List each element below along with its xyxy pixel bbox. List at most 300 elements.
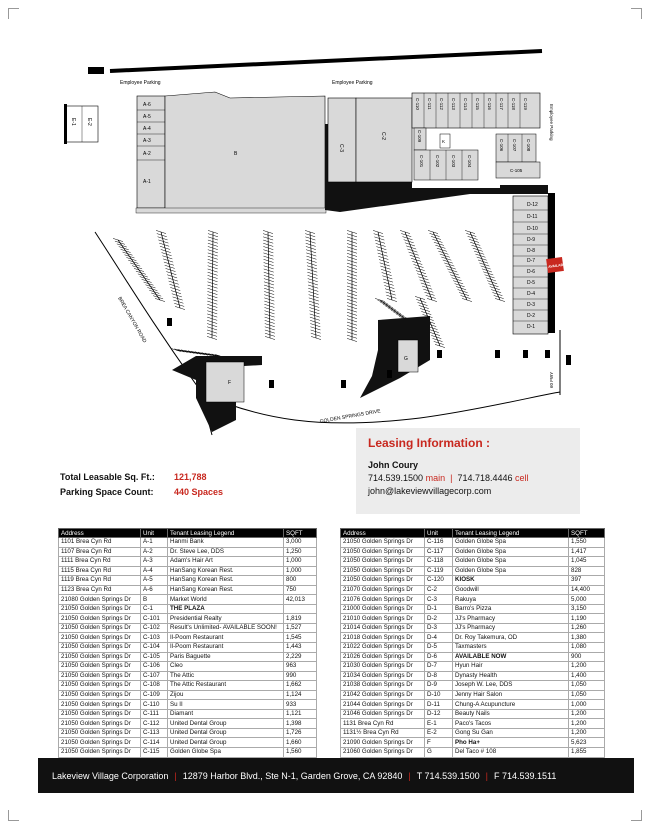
parking-stall	[406, 246, 416, 249]
cell-address: 21022 Golden Springs Dr	[341, 643, 425, 653]
cell-sqft: 900	[569, 652, 605, 662]
parking-stall	[473, 248, 483, 251]
unit-c107: C-107	[512, 139, 517, 152]
parking-stall	[411, 258, 421, 261]
cell-tenant: Zijou	[168, 690, 284, 700]
leasing-title: Leasing Information :	[368, 436, 491, 450]
parking-stall	[474, 251, 484, 254]
cell-tenant: Goodwill	[453, 585, 569, 595]
stat-sqft	[60, 472, 207, 482]
parking-stall	[453, 281, 463, 284]
parking-stall	[113, 238, 123, 241]
cell-sqft: 933	[284, 700, 317, 710]
building-c2	[356, 98, 412, 182]
parking-stall	[420, 308, 430, 311]
parking-stall	[409, 252, 419, 255]
parking-stall	[495, 298, 505, 301]
parking-stall	[458, 290, 468, 293]
cell-address: 1123 Brea Cyn Rd	[59, 585, 141, 595]
tenant-table-right	[340, 528, 605, 758]
table-row	[341, 633, 605, 643]
cell-tenant: AVAILABLE NOW	[453, 652, 569, 662]
cell-unit: D-9	[425, 681, 453, 691]
unit-a6: A-6	[143, 102, 151, 108]
cell-address: 21050 Golden Springs Dr	[59, 662, 141, 672]
cell-sqft: 1,380	[569, 633, 605, 643]
parking-stall	[130, 263, 140, 266]
unit-c109: C-109	[417, 130, 422, 143]
cell-unit: D-1	[425, 604, 453, 614]
parking-stall	[149, 290, 159, 293]
table-row	[59, 576, 317, 586]
unit-e1: E-1	[70, 118, 76, 126]
parking-stall	[485, 275, 495, 278]
cell-address: 21050 Golden Springs Dr	[59, 652, 141, 662]
table-row	[59, 643, 317, 653]
north-boundary	[110, 51, 542, 71]
cell-unit: E-2	[425, 728, 453, 738]
parking-stall	[421, 311, 431, 314]
parking-rows	[113, 230, 505, 357]
cell-tenant: Dr. Roy Takemura, OD	[453, 633, 569, 643]
parking-stall	[452, 278, 462, 281]
cell-address: 21050 Golden Springs Dr	[59, 604, 141, 614]
table-header-row	[341, 529, 605, 538]
cell-unit: C-105	[141, 652, 168, 662]
parking-stall	[449, 272, 459, 275]
brea-canyon-road-edge	[95, 232, 212, 435]
cell-address: 21050 Golden Springs Dr	[59, 633, 141, 643]
cell-tenant: Del Taco # 108	[453, 748, 569, 758]
cell-address: 21050 Golden Springs Dr	[59, 748, 141, 758]
cell-address: 21042 Golden Springs Dr	[341, 690, 425, 700]
cell-tenant: Golden Globe Spa	[453, 557, 569, 567]
parking-stall	[422, 286, 432, 289]
cell-address: 1131½ Brea Cyn Rd	[341, 728, 425, 738]
cell-tenant: Paris Baguette	[168, 652, 284, 662]
cell-unit: D-7	[425, 662, 453, 672]
cell-sqft: 1,190	[569, 614, 605, 624]
cell-sqft	[284, 604, 317, 614]
parking-stall	[138, 274, 148, 277]
cell-tenant: Rakuya	[453, 595, 569, 605]
cell-tenant: Dr. Steve Lee, DDS	[168, 547, 284, 557]
parking-stall	[119, 247, 129, 250]
table-row	[341, 585, 605, 595]
cell-address: 21050 Golden Springs Dr	[59, 681, 141, 691]
table-row	[59, 614, 317, 624]
parking-stall	[151, 293, 161, 296]
cell-sqft: 1,417	[569, 547, 605, 557]
unit-c111: C-111	[427, 98, 432, 110]
cell-address: 21050 Golden Springs Dr	[59, 728, 141, 738]
stat-sqft-label: Total Leasable Sq. Ft.:	[60, 472, 155, 482]
parking-stall	[431, 335, 441, 338]
label-60-fwy: 60 FWY	[549, 371, 554, 388]
unit-c102: C-102	[435, 155, 440, 168]
unit-a1: A-1	[143, 179, 151, 185]
cell-unit: B	[141, 595, 168, 605]
cell-tenant: United Dental Group	[168, 719, 284, 729]
cell-sqft: 1,000	[569, 700, 605, 710]
table-row	[59, 652, 317, 662]
label-employee-parking-3: Employee Parking	[549, 104, 554, 141]
cell-address: 21050 Golden Springs Dr	[59, 709, 141, 719]
cell-sqft: 1,545	[284, 633, 317, 643]
cell-tenant: Pho Ha+	[453, 738, 569, 748]
parking-stall	[428, 230, 438, 233]
building-g	[360, 316, 430, 398]
cell-unit: D-4	[425, 633, 453, 643]
unit-d8: D-8	[527, 248, 536, 254]
parking-stall	[417, 274, 427, 277]
parking-stall	[482, 269, 492, 272]
cell-address: 21034 Golden Springs Dr	[341, 671, 425, 681]
table-row	[59, 623, 317, 633]
cell-tenant: Hyun Hair	[453, 662, 569, 672]
leasing-phones	[368, 473, 529, 483]
cell-address: 21080 Golden Springs Dr	[59, 595, 141, 605]
parking-stall	[438, 251, 448, 254]
cell-address: 21050 Golden Springs Dr	[59, 700, 141, 710]
parking-stall	[145, 285, 155, 288]
table-row	[341, 538, 605, 548]
parking-stall	[435, 245, 445, 248]
table-row	[341, 595, 605, 605]
unit-c104: C-104	[467, 155, 472, 168]
cell-unit: A-4	[141, 566, 168, 576]
parking-stall	[461, 295, 471, 298]
unit-c116: C-116	[487, 98, 492, 110]
parking-stall	[437, 248, 447, 251]
cell-address: 21030 Golden Springs Dr	[341, 662, 425, 672]
table-row	[341, 728, 605, 738]
crop-mark-bottom-right	[631, 810, 642, 821]
cell-address: 21050 Golden Springs Dr	[59, 719, 141, 729]
parking-stall	[433, 338, 443, 341]
cell-sqft: 1,550	[569, 538, 605, 548]
table-header-row	[59, 529, 317, 538]
parking-stall	[407, 249, 417, 252]
cell-unit: F	[425, 738, 453, 748]
stat-parking-label: Parking Space Count:	[60, 487, 154, 497]
parking-stall	[450, 275, 460, 278]
cell-sqft: 397	[569, 576, 605, 586]
cell-sqft: 1,124	[284, 690, 317, 700]
unit-c119: C-119	[523, 98, 528, 110]
unit-a3: A-3	[143, 138, 151, 144]
col-tenant: Tenant Leasing Legend	[168, 529, 284, 538]
table-row	[59, 604, 317, 614]
cell-tenant: HanSang Korean Rest.	[168, 566, 284, 576]
cell-address: 21050 Golden Springs Dr	[341, 566, 425, 576]
parking-stall	[147, 287, 157, 290]
table-row	[341, 576, 605, 586]
unit-c117: C-117	[499, 98, 504, 110]
cell-tenant: Golden Globe Spa	[453, 538, 569, 548]
cell-unit: D-8	[425, 671, 453, 681]
table-row	[341, 748, 605, 758]
cell-tenant: Barro's Pizza	[453, 604, 569, 614]
unit-a2: A-2	[143, 151, 151, 157]
parking-stall	[142, 279, 152, 282]
table-row	[59, 728, 317, 738]
parking-stall	[410, 255, 420, 258]
unit-f: F	[228, 380, 232, 386]
leasing-cell-phone[interactable]: 714.718.4446	[457, 473, 513, 483]
parking-stall	[446, 266, 456, 269]
parking-stall	[443, 260, 453, 263]
parking-stall	[400, 230, 410, 233]
cell-address: 21050 Golden Springs Dr	[59, 643, 141, 653]
label-employee-parking-1: Employee Parking	[120, 80, 161, 86]
parking-stall	[429, 233, 439, 236]
cell-unit: C-101	[141, 614, 168, 624]
cell-tenant: Golden Globe Spa	[453, 547, 569, 557]
col-address: Address	[59, 529, 141, 538]
parking-stall	[472, 245, 482, 248]
unit-g: G	[404, 356, 408, 362]
footer-phone[interactable]: T 714.539.1500	[416, 770, 480, 781]
parking-stall	[418, 277, 428, 280]
leasing-main-label: main	[425, 473, 446, 483]
parking-stall	[478, 260, 488, 263]
cell-address: 1111 Brea Cyn Rd	[59, 557, 141, 567]
table-row	[59, 671, 317, 681]
parking-stall	[441, 257, 451, 260]
unit-e2: E-2	[86, 118, 92, 126]
unit-d2: D-2	[527, 313, 536, 319]
leasing-cell-label: cell	[515, 473, 529, 483]
unit-d4: D-4	[527, 291, 536, 297]
tenant-table-left	[58, 528, 317, 758]
cell-sqft: 1,050	[569, 690, 605, 700]
parking-stall	[492, 292, 502, 295]
cell-unit: C-106	[141, 662, 168, 672]
parking-stall	[405, 243, 415, 246]
parking-stall	[440, 254, 450, 257]
cell-unit: C-112	[141, 719, 168, 729]
parking-stall	[488, 284, 498, 287]
col-tenant: Tenant Leasing Legend	[453, 529, 569, 538]
cell-sqft: 1,400	[569, 671, 605, 681]
cell-sqft: 1,200	[569, 662, 605, 672]
parking-stall	[117, 244, 127, 247]
cell-unit: C-104	[141, 643, 168, 653]
table-row	[59, 681, 317, 691]
cell-address: 21000 Golden Springs Dr	[341, 604, 425, 614]
cell-address: 1115 Brea Cyn Rd	[59, 566, 141, 576]
cell-address: 21050 Golden Springs Dr	[59, 671, 141, 681]
cell-tenant: JJ's Pharmacy	[453, 614, 569, 624]
table-row	[59, 690, 317, 700]
unit-a4: A-4	[143, 126, 151, 132]
cell-tenant: Cleo	[168, 662, 284, 672]
cell-unit: A-1	[141, 538, 168, 548]
unit-c3: C-3	[338, 144, 344, 153]
cell-sqft: 1,660	[284, 738, 317, 748]
cell-unit: E-1	[425, 719, 453, 729]
col-unit: Unit	[425, 529, 453, 538]
footer-company: Lakeview Village Corporation	[52, 770, 169, 781]
unit-d7: D-7	[527, 258, 536, 264]
cell-address: 21050 Golden Springs Dr	[59, 738, 141, 748]
table-row	[59, 662, 317, 672]
parking-stall	[426, 295, 436, 298]
cell-address: 21018 Golden Springs Dr	[341, 633, 425, 643]
leasing-main-phone[interactable]: 714.539.1500	[368, 473, 424, 483]
parking-stall	[423, 289, 433, 292]
table-row	[59, 709, 317, 719]
parking-stall	[430, 332, 440, 335]
parking-stall	[153, 296, 163, 299]
parking-stall	[402, 237, 412, 240]
cell-sqft: 1,443	[284, 643, 317, 653]
unit-c105: C-105	[510, 168, 523, 173]
footer-address: 12879 Harbor Blvd., Ste N-1, Garden Grove, CA 92840	[182, 770, 403, 781]
parking-stall	[132, 266, 142, 269]
table-row	[341, 566, 605, 576]
table-row	[59, 538, 317, 548]
parking-stall	[470, 242, 480, 245]
cell-unit: C-1	[141, 604, 168, 614]
parking-stall	[123, 252, 133, 255]
parking-stall	[477, 257, 487, 260]
table-row	[59, 557, 317, 567]
cell-tenant: Dynasty Health	[453, 671, 569, 681]
parking-stall	[415, 267, 425, 270]
cell-sqft: 1,250	[284, 547, 317, 557]
building-a	[137, 96, 165, 208]
cell-sqft: 1,260	[569, 623, 605, 633]
cell-unit: G	[425, 748, 453, 758]
unit-c103: C-103	[451, 155, 456, 168]
cell-tenant: The Attic Restaurant	[168, 681, 284, 691]
parking-stall	[412, 261, 422, 264]
unit-c2: C-2	[380, 132, 386, 141]
cell-sqft: 5,000	[569, 595, 605, 605]
cell-unit: D-2	[425, 614, 453, 624]
phone-separator: |	[447, 473, 455, 483]
unit-d6: D-6	[527, 269, 536, 275]
cell-tenant: Market World	[168, 595, 284, 605]
cell-address: 21010 Golden Springs Dr	[341, 614, 425, 624]
cell-address: 21050 Golden Springs Dr	[341, 576, 425, 586]
cell-unit: C-3	[425, 595, 453, 605]
leasing-info-box	[356, 428, 580, 514]
cell-address: 1131 Brea Cyn Rd	[341, 719, 425, 729]
cell-sqft: 828	[569, 566, 605, 576]
footer-fax: F 714.539.1511	[493, 770, 557, 781]
cell-unit: D-5	[425, 643, 453, 653]
cell-unit: C-108	[141, 681, 168, 691]
table-row	[341, 623, 605, 633]
table-row	[59, 748, 317, 758]
cell-tenant: United Dental Group	[168, 728, 284, 738]
unit-c108: C-108	[526, 139, 531, 152]
cell-unit: C-103	[141, 633, 168, 643]
parking-stall	[416, 271, 426, 274]
cell-unit: C-118	[425, 557, 453, 567]
cell-tenant: Joseph W. Lee, DDS	[453, 681, 569, 691]
col-unit: Unit	[141, 529, 168, 538]
table-row	[341, 662, 605, 672]
parking-stall	[115, 241, 125, 244]
cell-unit: A-5	[141, 576, 168, 586]
parking-stall	[418, 302, 428, 305]
parking-row-5	[378, 232, 392, 300]
parking-stall	[434, 242, 444, 245]
parking-stall	[419, 305, 429, 308]
parking-stall	[140, 277, 150, 280]
cell-sqft: 800	[284, 576, 317, 586]
parking-stall	[466, 233, 476, 236]
parking-stall	[462, 298, 472, 301]
cell-tenant: Adam's Hair Art	[168, 557, 284, 567]
cell-address: 21060 Golden Springs Dr	[341, 748, 425, 758]
table-row	[59, 547, 317, 557]
building-c-upper-row	[412, 93, 540, 128]
cell-unit: D-6	[425, 652, 453, 662]
unit-c118: C-118	[511, 98, 516, 110]
cell-unit: C-116	[425, 538, 453, 548]
cell-sqft: 2,229	[284, 652, 317, 662]
cell-sqft: 1,819	[284, 614, 317, 624]
unit-b: B	[234, 151, 238, 157]
building-f	[172, 356, 262, 432]
parking-stall	[134, 268, 144, 271]
cell-sqft: 5,623	[569, 738, 605, 748]
cell-sqft: 990	[284, 671, 317, 681]
leasing-email[interactable]: john@lakeviewvillagecorp.com	[368, 486, 492, 496]
cell-sqft: 3,150	[569, 604, 605, 614]
cell-unit: C-119	[425, 566, 453, 576]
cell-unit: C-111	[141, 709, 168, 719]
cell-unit: D-12	[425, 709, 453, 719]
parking-row-8	[470, 232, 500, 300]
available-now-text: AVAILABLE NOW	[547, 260, 578, 269]
footer-separator: |	[174, 770, 177, 781]
parking-stall	[468, 236, 478, 239]
cell-unit: C-117	[425, 547, 453, 557]
leasing-contact-name: John Coury	[368, 460, 419, 470]
parking-stall	[455, 284, 465, 287]
parking-stall	[136, 271, 146, 274]
cell-tenant: Il-Poom Restaurant	[168, 643, 284, 653]
parking-stall	[486, 278, 496, 281]
unit-c110: C-110	[415, 98, 420, 110]
cell-sqft: 1,050	[569, 681, 605, 691]
cell-sqft: 750	[284, 585, 317, 595]
parking-stall	[491, 290, 501, 293]
unit-a5: A-5	[143, 114, 151, 120]
cell-sqft: 1,662	[284, 681, 317, 691]
parking-stall	[414, 264, 424, 267]
building-b	[165, 92, 325, 210]
unit-d9: D-9	[527, 237, 536, 243]
parking-stall	[429, 329, 439, 332]
building-c-lower-row	[414, 128, 540, 180]
unit-d12: D-12	[527, 202, 538, 208]
stat-parking-value: 440 Spaces	[174, 487, 224, 497]
cell-tenant: Presidential Realty	[168, 614, 284, 624]
cell-tenant: HanSang Korean Rest.	[168, 585, 284, 595]
table-row	[341, 604, 605, 614]
cell-sqft: 1,080	[569, 643, 605, 653]
cell-unit: C-107	[141, 671, 168, 681]
cell-sqft: 3,000	[284, 538, 317, 548]
stat-sqft-value: 121,788	[174, 472, 207, 482]
